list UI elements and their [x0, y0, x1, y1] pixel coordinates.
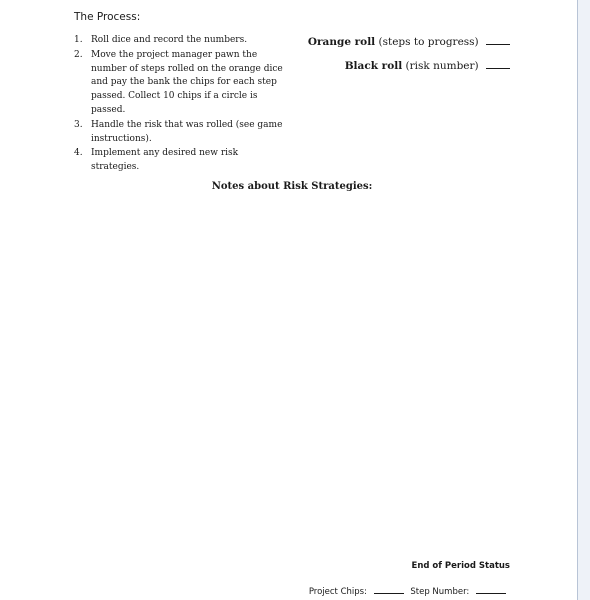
black-roll-note: (risk number) [405, 60, 479, 72]
list-item [74, 34, 284, 48]
orange-roll-line [308, 35, 510, 59]
orange-roll-note: (steps to progress) [378, 36, 479, 48]
orange-roll-blank[interactable] [486, 35, 510, 45]
step-number: 3. [74, 119, 83, 130]
process-heading: The Process: [74, 11, 141, 23]
list-item [74, 119, 284, 147]
black-roll-blank[interactable] [486, 59, 510, 69]
step-text: Roll dice and record the numbers. [91, 35, 248, 45]
step-number: 4. [74, 148, 83, 159]
step-text: Handle the risk that was rolled (see game instructions). [91, 119, 283, 144]
list-item [74, 147, 284, 175]
project-chips-blank[interactable] [374, 585, 404, 594]
list-item [74, 49, 284, 118]
end-status-title: End of Period Status [411, 561, 510, 571]
process-steps-list [74, 34, 284, 176]
step-number-blank[interactable] [476, 585, 506, 594]
step-number: 2. [74, 49, 83, 60]
notes-title: Notes about Risk Strategies: [211, 181, 373, 192]
orange-roll-label: Orange roll [307, 36, 376, 48]
step-text: Move the project manager pawn the number of steps rolled on the orange dice and pay the bank the chips for each step passed. Collect 10 chips if a circle is passed. [91, 49, 283, 115]
project-chips-label: Project Chips: [308, 587, 367, 597]
black-roll-line [308, 59, 510, 83]
step-number: 1. [74, 35, 83, 45]
step-text: Implement any desired new risk strategies. [91, 148, 239, 173]
status-line [309, 585, 510, 597]
black-roll-label: Black roll [344, 60, 403, 72]
page-edge [577, 0, 590, 600]
rolls-section [308, 35, 510, 83]
step-number-label: Step Number: [410, 587, 470, 597]
